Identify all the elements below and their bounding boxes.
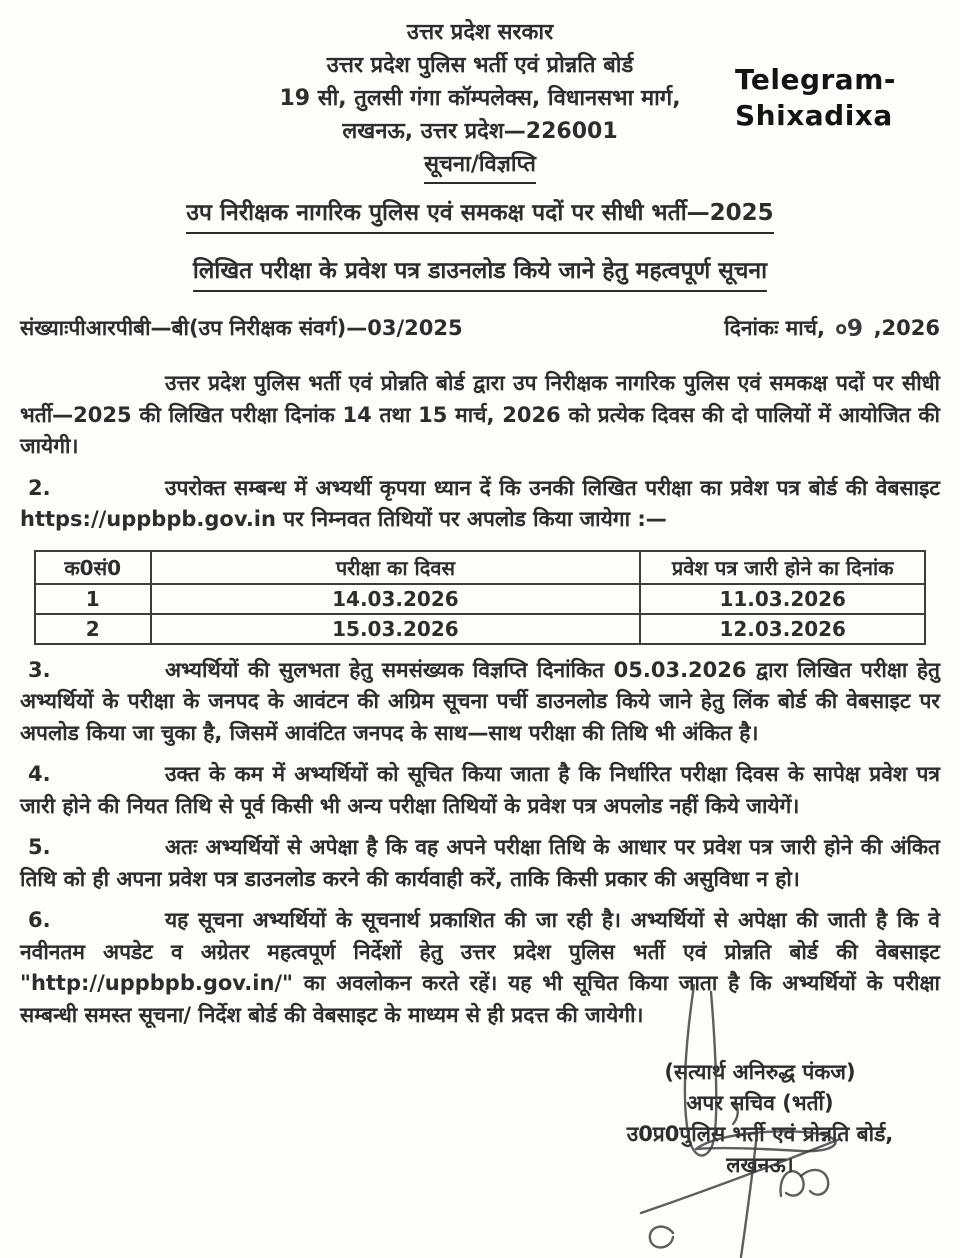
reference-row — [20, 310, 940, 342]
header-exam-day: परीक्षा का दिवस — [151, 551, 641, 584]
paragraph-number: 2. — [28, 475, 51, 500]
header-admit-card-date: प्रवेश पत्र जारी होने का दिनांक — [640, 551, 925, 584]
cell-exam-day: 15.03.2026 — [151, 614, 641, 644]
signatory-designation: अपर सचिव (भर्ती) — [686, 1091, 834, 1115]
address-line1: 19 सी, तुलसी गंगा कॉम्पलेक्स, विधानसभा मार्ग, — [279, 86, 681, 111]
telegram-watermark — [735, 62, 896, 134]
notice-type-label: सूचना/विज्ञप्ति — [424, 148, 536, 184]
main-title: उप निरीक्षक नागरिक पुलिस एवं समकक्ष पदों पर सीधी भर्ती—2025 — [186, 198, 773, 234]
notice-paragraph-6 — [20, 905, 940, 1031]
paragraph-text: यह सूचना अभ्यर्थियों के सूचनार्थ प्रकाशित की जा रही है। अभ्यर्थियों से अपेक्षा की जाती है कि वे नवीनतम अपडेट व अग्रेतर महत्वपूर्ण निर्देशों हेतु उत्तर प्रदेश पुलिस भर्ती एवं प्रोन्नति बोर्ड की वेबसाइट "http://uppbpb.gov.in/" का अवलोकन करते रहें। यह भी सूचित किया जाता है कि अभ्यर्थियों के परीक्षा सम्बन्धी समस्त सूचना/ निर्देश बोर्ड की वेबसाइट के माध्यम से ही प्रदत्त की जायेगी। — [20, 908, 940, 1027]
handwritten-date-day: ०9 — [834, 315, 865, 343]
paragraph-number: 3. — [28, 657, 51, 682]
date-prefix: दिनांकः मार्च, — [724, 316, 825, 340]
signatory-name: (सत्यार्थ अनिरुद्ध पंकज) — [664, 1060, 856, 1084]
cell-serial: 2 — [35, 614, 151, 644]
table-header-row — [35, 551, 925, 584]
notice-paragraph-5 — [20, 832, 940, 895]
notice-paragraph-2 — [20, 473, 940, 536]
paragraph-text: उपरोक्त सम्बन्ध में अभ्यर्थी कृपया ध्यान दें कि उनकी लिखित परीक्षा का प्रवेश पत्र बोर्ड की वेबसाइट https://uppbpb.gov.in पर निम्नवत तिथियों पर अपलोड किया जायेगा :— — [20, 475, 940, 531]
board-name: उत्तर प्रदेश पुलिस भर्ती एवं प्रोन्नति बोर्ड — [326, 53, 634, 78]
watermark-line2: Shixadixa — [735, 99, 893, 132]
paragraph-number: 4. — [28, 762, 51, 786]
paragraph-number: 5. — [28, 835, 51, 859]
cell-exam-day: 14.03.2026 — [151, 584, 641, 614]
sub-title: लिखित परीक्षा के प्रवेश पत्र डाउनलोड किये जाने हेतु महत्वपूर्ण सूचना — [193, 256, 767, 292]
government-name: उत्तर प्रदेश सरकार — [406, 20, 554, 45]
paragraph-text: अतः अभ्यर्थियों से अपेक्षा है कि वह अपने परीक्षा तिथि के आधार पर प्रवेश पत्र जारी होने की अंकित तिथि को ही अपना प्रवेश पत्र डाउनलोड करने की कार्यवाही करें, ताकि किसी प्रकार की असुविधा न हो। — [20, 835, 940, 891]
main-title-row — [20, 198, 940, 234]
cell-admit-card-date: 12.03.2026 — [640, 614, 925, 644]
notice-paragraph-3 — [20, 655, 940, 750]
watermark-line1: Telegram- — [735, 63, 897, 96]
reference-number: संख्याःपीआरपीबी—बी(उप निरीक्षक संवर्ग)—03/2025 — [20, 316, 463, 340]
address-line2: लखनऊ, उत्तर प्रदेश—226001 — [342, 119, 618, 144]
header-serial: क0सं0 — [35, 551, 151, 584]
paragraph-number: 6. — [28, 908, 51, 932]
date-suffix: ,2026 — [873, 316, 940, 340]
signature-block — [580, 1057, 940, 1181]
table-row — [35, 584, 925, 614]
notice-paragraph-1 — [20, 368, 940, 463]
paragraph-text: उत्तर प्रदेश पुलिस भर्ती एवं प्रोन्नति बोर्ड द्वारा उप निरीक्षक नागरिक पुलिस एवं समकक्ष पदों पर सीधी भर्ती—2025 की लिखित परीक्षा दिनांक 14 तथा 15 मार्च, 2026 को प्रत्येक दिवस की दो पालियों में आयोजित की जायेगी। — [20, 371, 940, 458]
table-row — [35, 614, 925, 644]
cell-serial: 1 — [35, 584, 151, 614]
notice-date — [724, 310, 940, 342]
sub-title-row — [20, 256, 940, 292]
paragraph-text: अभ्यर्थियों की सुलभता हेतु समसंख्यक विज्ञप्ति दिनांकित 05.03.2026 द्वारा लिखित परीक्षा हेतु अभ्यर्थियों के परीक्षा के जनपद के आवंटन की अग्रिम सूचना पर्ची डाउनलोड किये जाने हेतु लिंक बोर्ड की वेबसाइट पर अपलोड किया जा चुका है, जिसमें आवंटित जनपद के साथ—साथ परीक्षा की तिथि भी अंकित है। — [20, 657, 940, 745]
cell-admit-card-date: 11.03.2026 — [640, 584, 925, 614]
signatory-organization: उ0प्र0पुलिस भर्ती एवं प्रोन्नति बोर्ड, — [626, 1122, 894, 1146]
paragraph-text: उक्त के कम में अभ्यर्थियों को सूचित किया जाता है कि निर्धारित परीक्षा दिवस के सापेक्ष प्रवेश पत्र जारी होने की नियत तिथि से पूर्व किसी भी अन्य परीक्षा तिथियों के प्रवेश पत्र अपलोड नहीं किये जायेगें। — [20, 762, 940, 818]
signatory-place: लखनऊ। — [726, 1153, 794, 1177]
admit-card-schedule-table — [34, 550, 926, 645]
notice-paragraph-4 — [20, 759, 940, 822]
